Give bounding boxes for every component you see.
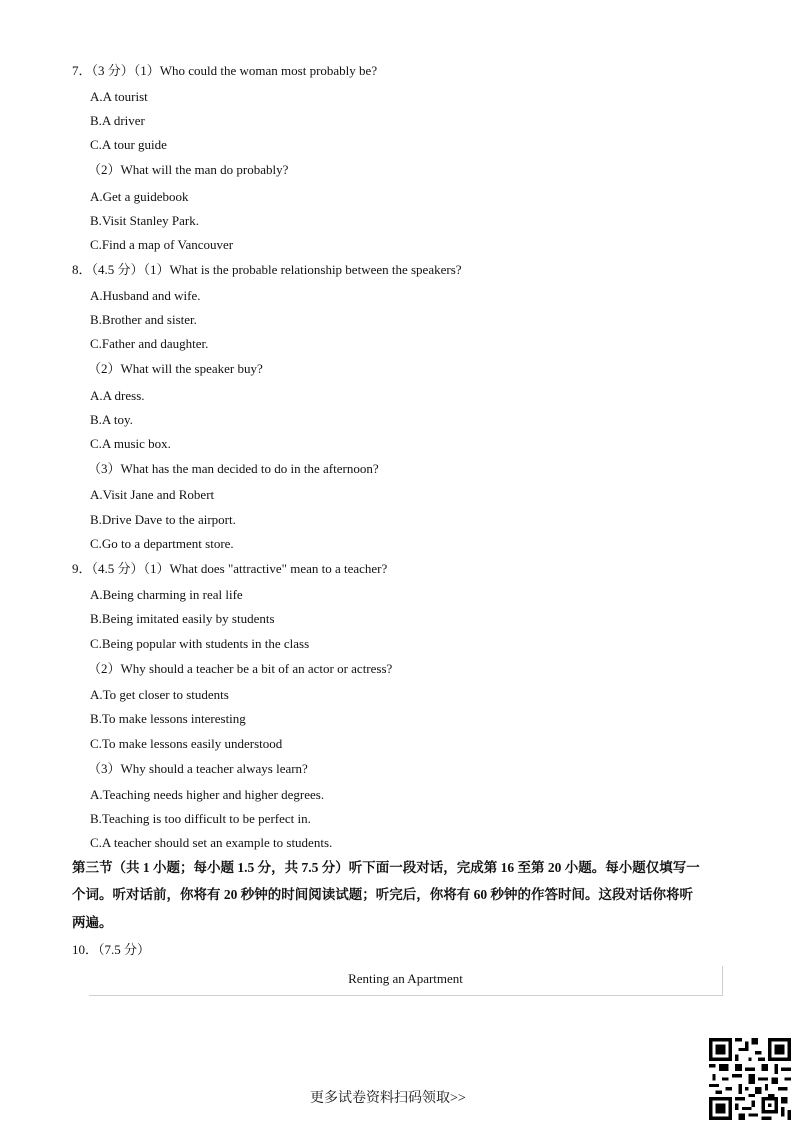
option: B.Visit Stanley Park.	[90, 213, 199, 228]
option: A.Teaching needs higher and higher degrees.	[90, 787, 325, 802]
option: C.A music box.	[90, 436, 171, 451]
option: A.A tourist	[90, 89, 148, 104]
question-8-head: 8．（4.5 分）（1）What is the probable relationship between the speakers?	[72, 262, 462, 277]
option: C.Father and daughter.	[90, 336, 209, 351]
sub-question: （3）What has the man decided to do in the afternoon?	[88, 461, 379, 476]
question-10-head: 10．（7.5 分）	[72, 942, 151, 957]
option: A.A dress.	[90, 388, 145, 403]
question-7-head: 7．（3 分）（1）Who could the woman most probably be?	[72, 63, 378, 78]
option: B.Drive Dave to the airport.	[90, 512, 236, 527]
qr-code-icon	[709, 1038, 791, 1120]
option: B.Teaching is too difficult to be perfect in.	[90, 811, 311, 826]
instruction-line: 两遍。	[72, 915, 113, 930]
instruction-line: 个词。听对话前，你将有 20 秒钟的时间阅读试题；听完后，你将有 60 秒钟的作答时间。这段对话你将听	[72, 887, 693, 902]
option: A.Being charming in real life	[90, 587, 243, 602]
sub-question: （2）What will the speaker buy?	[88, 361, 263, 376]
option: B.Being imitated easily by students	[90, 611, 275, 626]
sub-question: （2）What will the man do probably?	[88, 162, 289, 177]
sub-question: （3）Why should a teacher always learn?	[88, 761, 308, 776]
option: A.Get a guidebook	[90, 189, 189, 204]
option: B.A driver	[90, 113, 145, 128]
question-9-head: 9．（4.5 分）（1）What does "attractive" mean to a teacher?	[72, 561, 388, 576]
option: C.A teacher should set an example to students.	[90, 835, 333, 850]
option: A.Visit Jane and Robert	[90, 487, 215, 502]
option: B.To make lessons interesting	[90, 711, 246, 726]
option: C.Go to a department store.	[90, 536, 234, 551]
option: A.To get closer to students	[90, 687, 229, 702]
instruction-line: 第三节（共 1 小题；每小题 1.5 分，共 7.5 分）听下面一段对话，完成第 16 至第 20 小题。每小题仅填写一	[72, 860, 700, 875]
footer-text: 更多试卷资料扫码领取>>	[310, 1091, 466, 1106]
option: A.Husband and wife.	[90, 288, 201, 303]
option: B.A toy.	[90, 412, 133, 427]
sub-question: （2）Why should a teacher be a bit of an actor or actress?	[88, 661, 393, 676]
option: B.Brother and sister.	[90, 312, 197, 327]
table-title: Renting an Apartment	[348, 971, 463, 986]
option: C.Being popular with students in the class	[90, 636, 310, 651]
option: C.To make lessons easily understood	[90, 736, 283, 751]
option: C.A tour guide	[90, 137, 167, 152]
option: C.Find a map of Vancouver	[90, 237, 234, 252]
apartment-table	[89, 966, 723, 996]
